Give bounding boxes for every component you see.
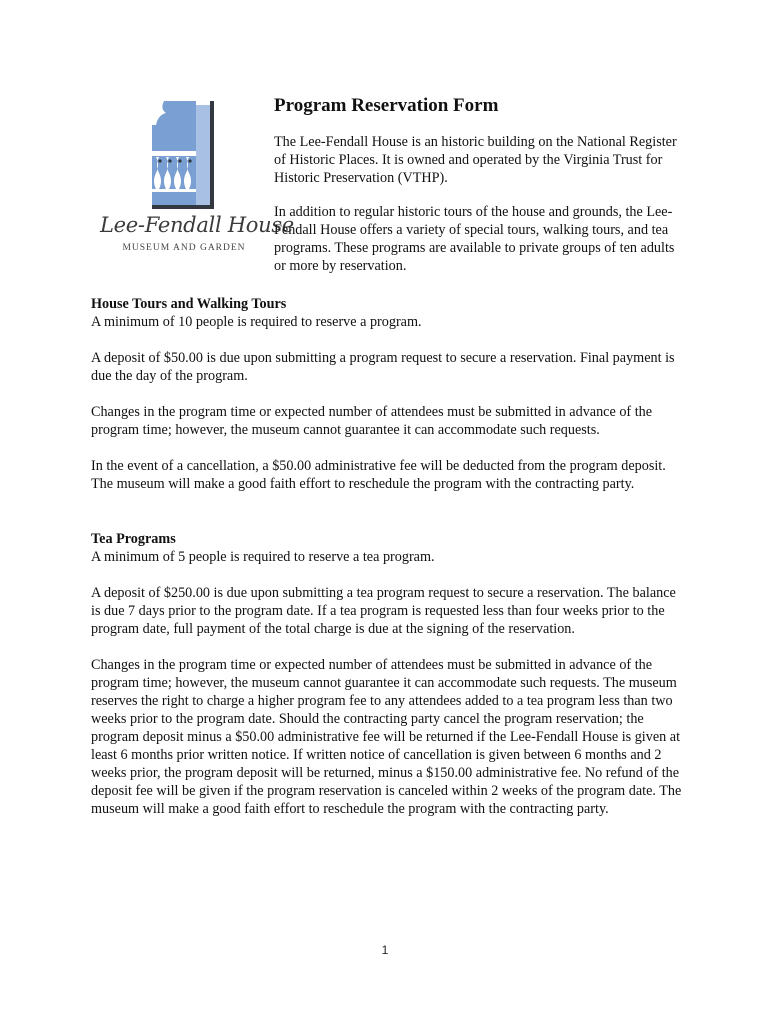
house-tours-changes: Changes in the program time or expected number of attendees must be submitted in advance of the program time; however, the museum cannot guarantee it can accommodate such requests. xyxy=(91,404,653,438)
house-tours-cancellation: In the event of a cancellation, a $50.00 administrative fee will be deducted from the program deposit. The museum will make a good faith effort to reschedule the program with the contracting party. xyxy=(91,458,666,492)
intro-paragraph-2: In addition to regular historic tours of the house and grounds, the Lee-Fendall House offers a variety of special tours, walking tours, and tea programs. These programs are available to private groups of ten adults or more by reservation. xyxy=(274,204,675,274)
house-illustration-icon xyxy=(100,95,268,213)
logo-subtitle: MUSEUM AND GARDEN xyxy=(122,243,246,253)
header-section xyxy=(274,94,684,291)
logo-name: Lee-Fendall House xyxy=(100,213,294,237)
tea-programs-minimum: A minimum of 5 people is required to reserve a tea program. xyxy=(91,549,435,565)
tea-programs-changes: Changes in the program time or expected number of attendees must be submitted in advance of the program time; however, the museum cannot guarantee it can accommodate such requests. The museum reserves the right to charge a higher program fee to any attendees added to a tea program less than two weeks prior to the program date. Should the contracting party cancel the program reservation; the program deposit minus a $50.00 administrative fee will be returned if the Lee-Fendall House is given at least 6 months prior written notice. If written notice of cancellation is given between 6 months and 2 weeks prior, the program deposit will be returned, minus a $150.00 administrative fee. No refund of the deposit fee will be given if the program reservation is canceled within 2 weeks of the program date. The museum will make a good faith effort to reschedule the program with the contracting party. xyxy=(91,657,682,817)
tea-programs-heading: Tea Programs xyxy=(91,531,176,547)
tea-programs-deposit: A deposit of $250.00 is due upon submitting a tea program request to secure a reservation. The balance is due 7 days prior to the program date. If a tea program is requested less than four weeks prior to the program date, full payment of the total charge is due at the signing of the reservation. xyxy=(91,585,676,637)
body-section xyxy=(91,295,686,836)
lee-fendall-logo xyxy=(100,95,294,260)
house-tours-heading: House Tours and Walking Tours xyxy=(91,296,287,312)
house-tours-deposit: A deposit of $50.00 is due upon submitting a program request to secure a reservation. Final payment is due the day of the program. xyxy=(91,350,675,384)
house-tours-minimum: A minimum of 10 people is required to reserve a program. xyxy=(91,314,422,330)
page-title: Program Reservation Form xyxy=(274,95,499,116)
intro-paragraph-1: The Lee-Fendall House is an historic building on the National Register of Historic Places. It is owned and operated by the Virginia Trust for Historic Preservation (VTHP). xyxy=(274,134,677,186)
section-spacer xyxy=(91,511,686,530)
page-number: 1 xyxy=(381,943,389,957)
